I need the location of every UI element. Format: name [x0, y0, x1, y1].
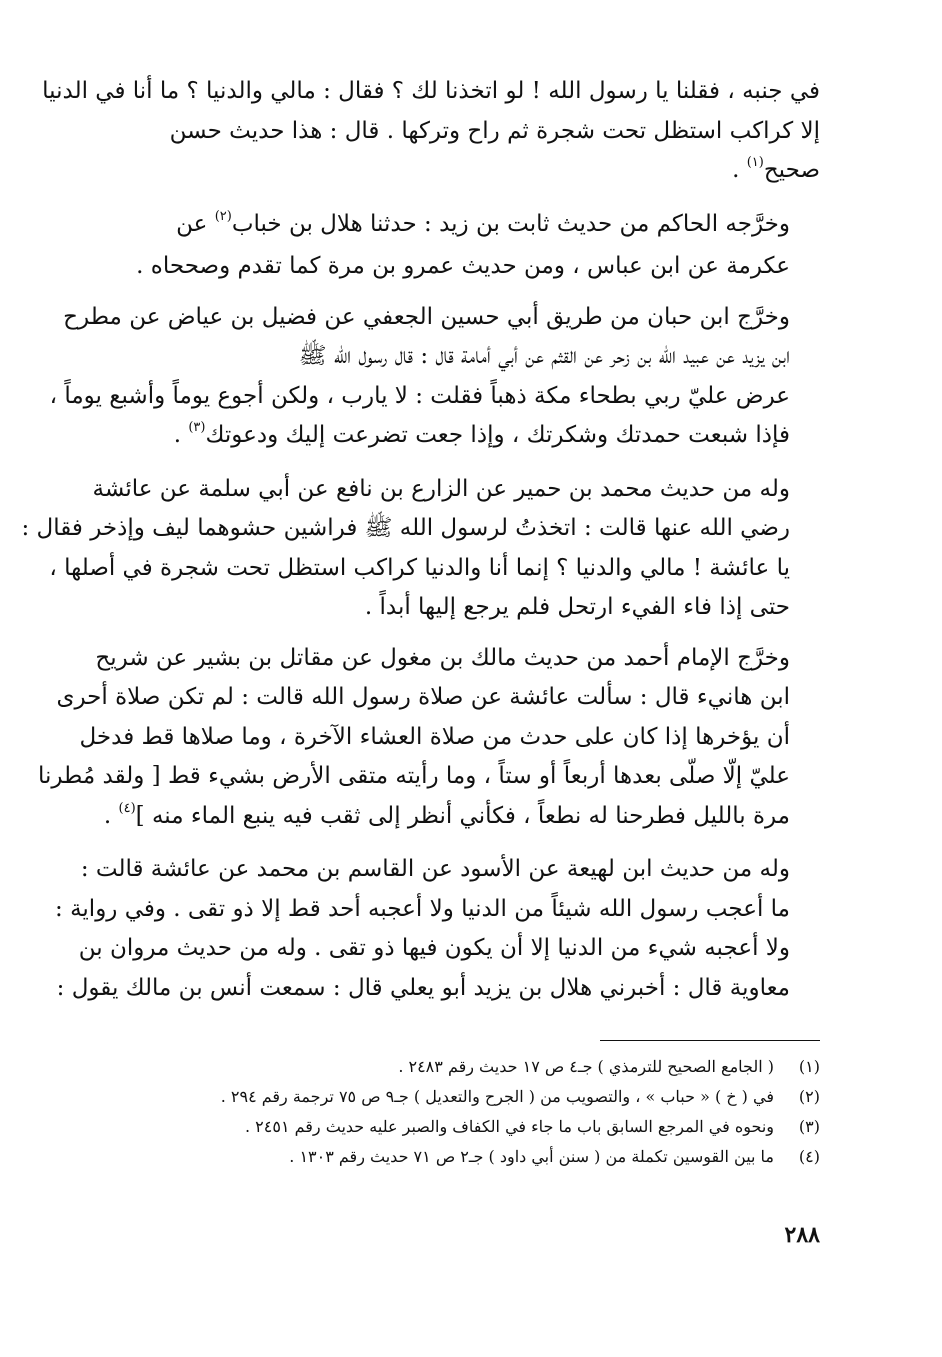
text-line: ابن هانيء قال : سألت عائشة عن صلاة رسول الله قالت : لم تكن صلاة أحرى [56, 684, 790, 710]
paragraph-1 [42, 72, 820, 194]
footnote-number: (١) [798, 1057, 820, 1076]
text-line: رضي الله عنها قالت : اتخذتُ لرسول الله ﷺ فراشين حشوهما ليف وإذخر فقال : [21, 515, 790, 541]
text-line [100, 151, 820, 194]
footnote-number: (٤) [798, 1147, 820, 1166]
footnote-divider [600, 1040, 820, 1041]
footnote [100, 1142, 820, 1172]
text-line: يا عائشة ! مالي والدنيا ؟ إنما أنا والدنيا كراكب استظل تحت شجرة في أصلها ، [49, 554, 790, 581]
line-end: . [173, 422, 189, 448]
line-end: . [732, 157, 747, 183]
text-line: وله من حديث ابن لهيعة عن الأسود عن القاسم بن محمد عن عائشة قالت : [80, 856, 790, 882]
footnote-ref: (٢) [214, 208, 232, 224]
paragraph-3 [49, 298, 820, 459]
page-number: ٢٨٨ [784, 1222, 820, 1248]
footnote [100, 1052, 820, 1082]
paragraph-4 [21, 470, 820, 628]
text-line [100, 797, 820, 840]
text-line: عكرمة عن ابن عباس ، ومن حديث عمرو بن مرة كما تقدم وصححاه . [136, 253, 790, 279]
footnote-text: ما بين القوسين تكملة من ( سنن أبي داود ) جـ٢ ص ٧١ حديث رقم ١٣٠٣ . [289, 1147, 774, 1166]
footnote-text: ( الجامع الصحيح للترمذي ) جـ٤ ص ١٧ حديث رقم ٢٤٨٣ . [398, 1057, 774, 1076]
text-line: معاوية قال : أخبرني هلال بن يزيد أبو يعلي قال : سمعت أنس بن مالك يقول : [56, 974, 790, 1001]
footnote-ref: (١) [746, 155, 764, 170]
line-text: مرة بالليل فطرحنا له نطعاً ، فكأني أنظر إلى ثقب فيه ينبع الماء منه ] [135, 802, 790, 829]
text-line: ولا أعجبه شيء من الدنيا إلا أن يكون فيها ذو تقى . وله من حديث مروان بن [78, 935, 790, 961]
text-line: أن يؤخرها إذا كان على حدث من صلاة العشاء الآخرة ، وما صلاها قط فدخل [79, 723, 790, 750]
text-line [100, 416, 820, 459]
footnote-number: (٢) [798, 1087, 820, 1106]
text-line [100, 205, 820, 248]
footnote-number: (٣) [798, 1117, 820, 1136]
line-text: صحيح [763, 157, 820, 183]
text-line: عليّ إلّا صلّى بعدها أربعاً أو ستاً ، وما رأيته متقى الأرض بشيء قط [ ولقد مُطرنا [37, 763, 790, 789]
text-line: في جنبه ، فقلنا يا رسول الله ! لو اتخذنا لك ؟ فقال : مالي والدنيا ؟ ما أنا في الدنيا [42, 78, 820, 104]
text-line: إلا كراكب استظل تحت شجرة ثم راح وتركها . قال : هذا حديث حسن [169, 117, 820, 144]
text-line: وخرَّج الإمام أحمد من حديث مالك بن مغول عن مقاتل بن بشير عن شريح [95, 644, 790, 671]
main-text [21, 72, 820, 1019]
footnote-text: في ( خ ) « حباب » ، والتصويب من ( الجرح والتعديل ) جـ٩ ص ٧٥ ترجمة رقم ٢٩٤ . [220, 1087, 774, 1106]
paragraph-6 [55, 850, 820, 1008]
footnote-ref: (٣) [188, 420, 206, 435]
footnote-text: ونحوه في المرجع السابق باب ما جاء في الكفاف والصبر عليه حديث رقم ٢٤٥١ . [245, 1117, 774, 1136]
paragraph-5 [37, 639, 820, 840]
footnote [100, 1082, 820, 1112]
line-text: فإذا شبعت حمدتك وشكرتك ، وإذا جعت تضرعت إليك ودعوتك [205, 422, 790, 448]
footnote [100, 1112, 820, 1142]
line-end: عن [176, 210, 215, 237]
text-line: ما أعجب رسول الله شيئاً من الدنيا ولا أعجبه أحد قط إلا ذو تقى . وفي رواية : [55, 895, 790, 922]
footnote-ref: (٤) [118, 800, 136, 816]
text-line: وخرَّج ابن حبان من طريق أبي حسين الجعفي عن فضيل بن عياض عن مطرح [63, 303, 790, 330]
paragraph-2 [100, 205, 820, 287]
text-line: ابن يزيد عن عبيد الله بن زحر عن القثم عن أبي أمامة قال : قال رسول الله ﷺ [298, 343, 790, 369]
text-line: عرض عليّ ربي بطحاء مكة ذهباً فقلت : لا يارب ، ولكن أجوع يوماً وأشبع يوماً ، [49, 382, 790, 409]
text-line: حتى إذا فاء الفيء ارتحل فلم يرجع إليها أبداً . [364, 594, 790, 620]
footnotes [100, 1052, 820, 1172]
line-end: . [103, 802, 119, 829]
text-line: وله من حديث محمد بن حمير عن الزارع بن نافع عن أبي سلمة عن عائشة [92, 475, 790, 502]
line-text: وخرَّجه الحاكم من حديث ثابت بن زيد : حدثنا هلال بن خباب [231, 210, 790, 237]
